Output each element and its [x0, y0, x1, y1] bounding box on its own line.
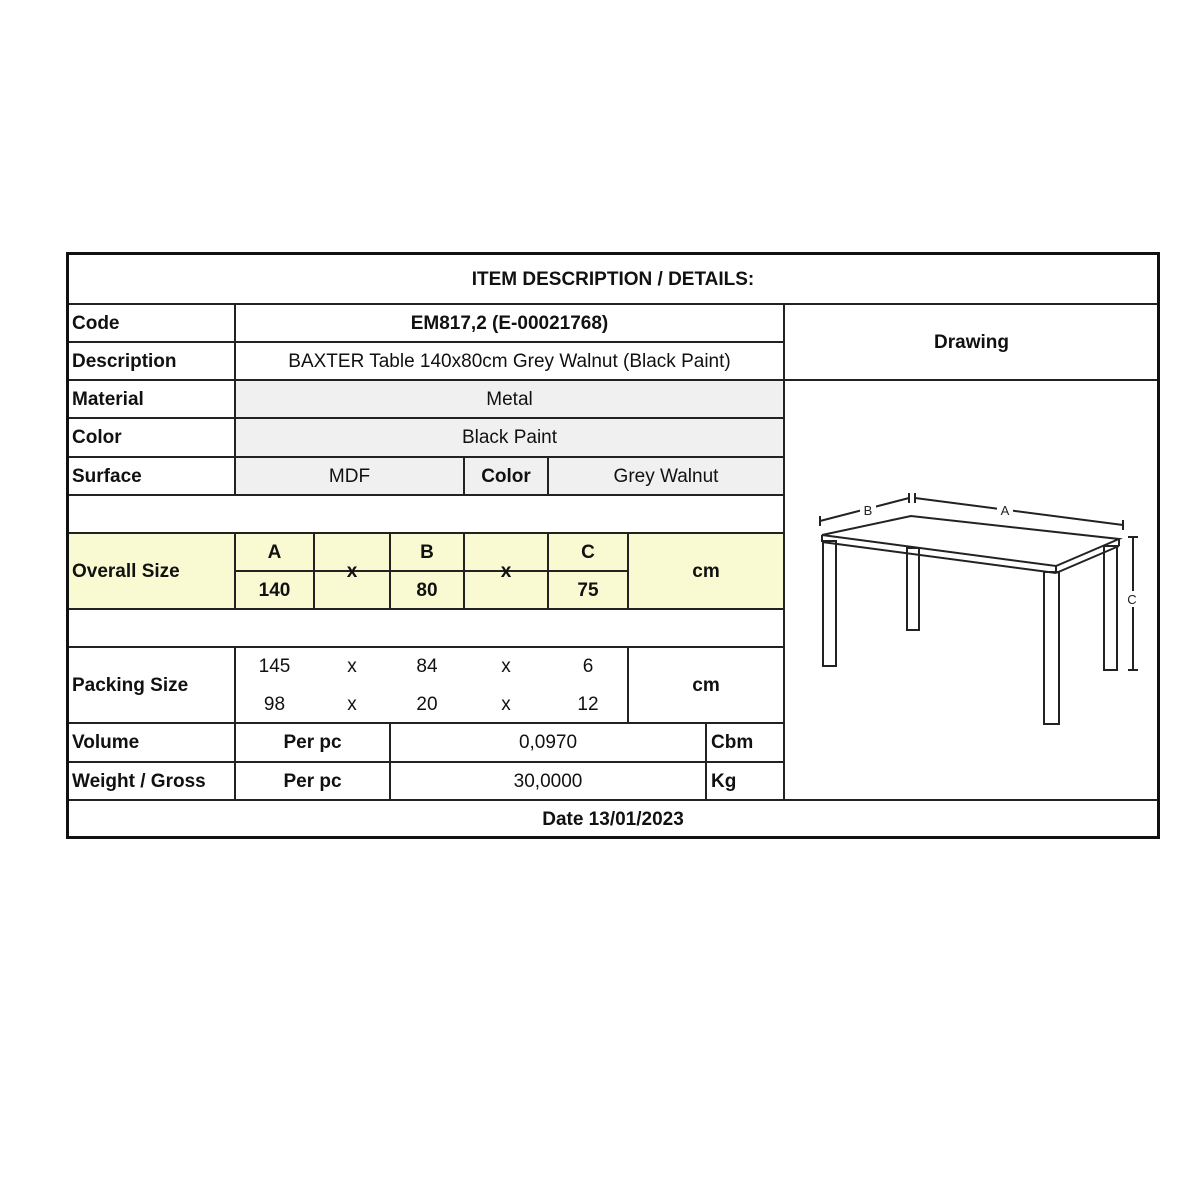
material-label: Material [72, 388, 144, 410]
code-label: Code [72, 312, 120, 334]
dim-b-label: B [420, 541, 434, 563]
table-drawing [785, 381, 1158, 799]
dim-c-label: C [581, 541, 595, 563]
surface-color-label: Color [481, 465, 531, 487]
weight-unit: Kg [711, 770, 737, 792]
material-value: Metal [486, 388, 533, 410]
surface-label: Surface [72, 465, 142, 487]
overall-size-unit: cm [692, 560, 720, 582]
dim-separator: x [500, 560, 512, 582]
overall-size-label: Overall Size [72, 560, 180, 582]
dim-a-label: A [267, 541, 282, 563]
volume-unit: Cbm [711, 732, 754, 753]
sheet-title: ITEM DESCRIPTION / DETAILS: [471, 268, 755, 290]
packing-separator: x [501, 655, 511, 677]
drawing-title: Drawing [934, 331, 1009, 353]
volume-per: Per pc [283, 732, 342, 753]
packing-size-label: Packing Size [72, 674, 189, 696]
dim-a-value: 140 [258, 579, 291, 601]
surface-value: MDF [328, 465, 371, 487]
weight-value: 30,0000 [513, 770, 583, 792]
surface-color-value: Grey Walnut [613, 465, 719, 487]
color-label: Color [72, 427, 122, 448]
weight-per: Per pc [283, 770, 342, 792]
dim-c-value: 75 [577, 579, 599, 601]
footer-date: Date 13/01/2023 [542, 808, 684, 830]
packing-box-1-c: 6 [582, 655, 594, 677]
packing-box-1-b: 84 [416, 655, 438, 677]
dimension-label-b: B [863, 503, 873, 518]
packing-size-unit: cm [692, 674, 720, 696]
packing-box-2-a: 98 [263, 693, 286, 715]
packing-box-1-a: 145 [258, 655, 291, 677]
dim-separator: x [346, 560, 358, 582]
color-value: Black Paint [461, 427, 558, 448]
description-label: Description [72, 350, 177, 372]
dimension-label-a: A [1000, 503, 1010, 518]
packing-separator: x [501, 693, 511, 715]
volume-value: 0,0970 [518, 732, 578, 753]
code-value: EM817,2 (E-00021768) [410, 312, 609, 334]
weight-label: Weight / Gross [72, 770, 206, 792]
description-value: BAXTER Table 140x80cm Grey Walnut (Black Paint) [288, 350, 731, 372]
volume-label: Volume [72, 732, 140, 753]
packing-separator: x [347, 655, 357, 677]
packing-box-2-c: 12 [577, 693, 599, 715]
dim-b-value: 80 [416, 579, 438, 601]
dimension-label-c: C [1127, 592, 1137, 607]
packing-separator: x [347, 693, 357, 715]
packing-box-2-b: 20 [416, 693, 438, 715]
